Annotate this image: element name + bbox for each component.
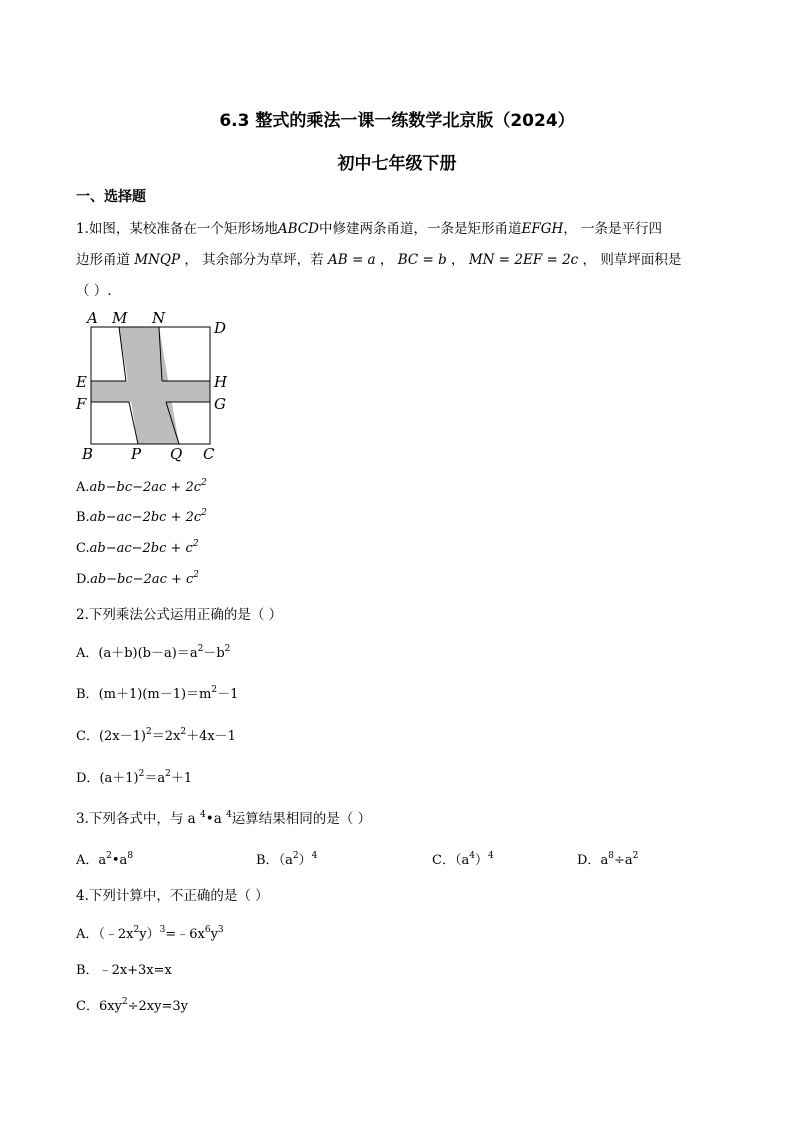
label-Q: Q [170, 445, 183, 463]
label-N: N [152, 309, 166, 327]
q1-option-a[interactable]: $A.ab-bc-2ac + 2c^2$ [76, 478, 207, 495]
q3-option-a[interactable]: A．$a^2•a^8$ [76, 851, 134, 868]
q2-option-c[interactable]: C．$(2x-1)^2=2x^2+4x-1$ [76, 727, 236, 744]
q1-line-1: 1.如图，某校准备在一个矩形场地ABCD中修建两条甬道，一条是矩形甬道EFGH， 一条是平行四 [76, 221, 663, 237]
label-C: C [203, 445, 215, 463]
page-subtitle: 初中七年级下册 [337, 154, 457, 174]
label-D: D [214, 319, 227, 337]
label-B: B [82, 445, 94, 463]
label-F: F [76, 395, 87, 413]
section-heading: 一、选择题 [76, 189, 146, 205]
label-A: A [87, 309, 98, 327]
q3-option-c[interactable]: C．$(a^4)^4$ [432, 851, 494, 868]
q4-stem: 4.下列计算中，不正确的是（ ） [76, 888, 269, 904]
q4-option-b[interactable]: B．﹣2x+3x=x [76, 963, 172, 978]
q1-option-d[interactable]: $D.ab-bc-2ac + c^2$ [76, 570, 200, 587]
q2-option-a[interactable]: A．$(a+b)(b-a)=a^2-b^2$ [76, 644, 231, 661]
q2-option-b[interactable]: B．$(m+1)(m-1)=m^2-1$ [76, 685, 239, 702]
q3-stem: 3.下列各式中，与 a $^4$•a $^4$运算结果相同的是（ ） [76, 810, 372, 827]
label-H: H [214, 373, 228, 391]
q4-option-c[interactable]: C．$6xy^2\div 2xy=3y$ [76, 997, 188, 1014]
label-P: P [131, 445, 142, 463]
q2-stem: 2.下列乘法公式运用正确的是（ ） [76, 607, 283, 623]
label-E: E [76, 373, 87, 391]
label-G: G [214, 395, 226, 413]
q3-option-d[interactable]: D．$a^8\div a^2$ [577, 851, 639, 868]
q1-line-2: 边形甬道 MNQP ， 其余部分为草坪，若 AB = a ， BC = b ， MN = 2EF = 2c ， 则草坪面积是 [76, 252, 682, 268]
q4-option-a[interactable]: A．$(﹣2x^2y)^3=﹣6x^6y^3$ [76, 925, 224, 942]
label-M: M [112, 309, 128, 327]
q3-option-b[interactable]: B．$(a^2)^4$ [256, 851, 318, 868]
page-title: 6.3 整式的乘法一课一练数学北京版（2024） [219, 111, 575, 131]
q1-figure [70, 308, 245, 468]
q2-option-d[interactable]: D．$(a+1)^2=a^2+1$ [76, 769, 193, 786]
q1-option-c[interactable]: $C.ab-ac-2bc + c^2$ [76, 539, 199, 556]
q1-line-3: （ ）. [76, 283, 112, 299]
q1-option-b[interactable]: $B.ab-ac-2bc + 2c^2$ [76, 508, 207, 525]
